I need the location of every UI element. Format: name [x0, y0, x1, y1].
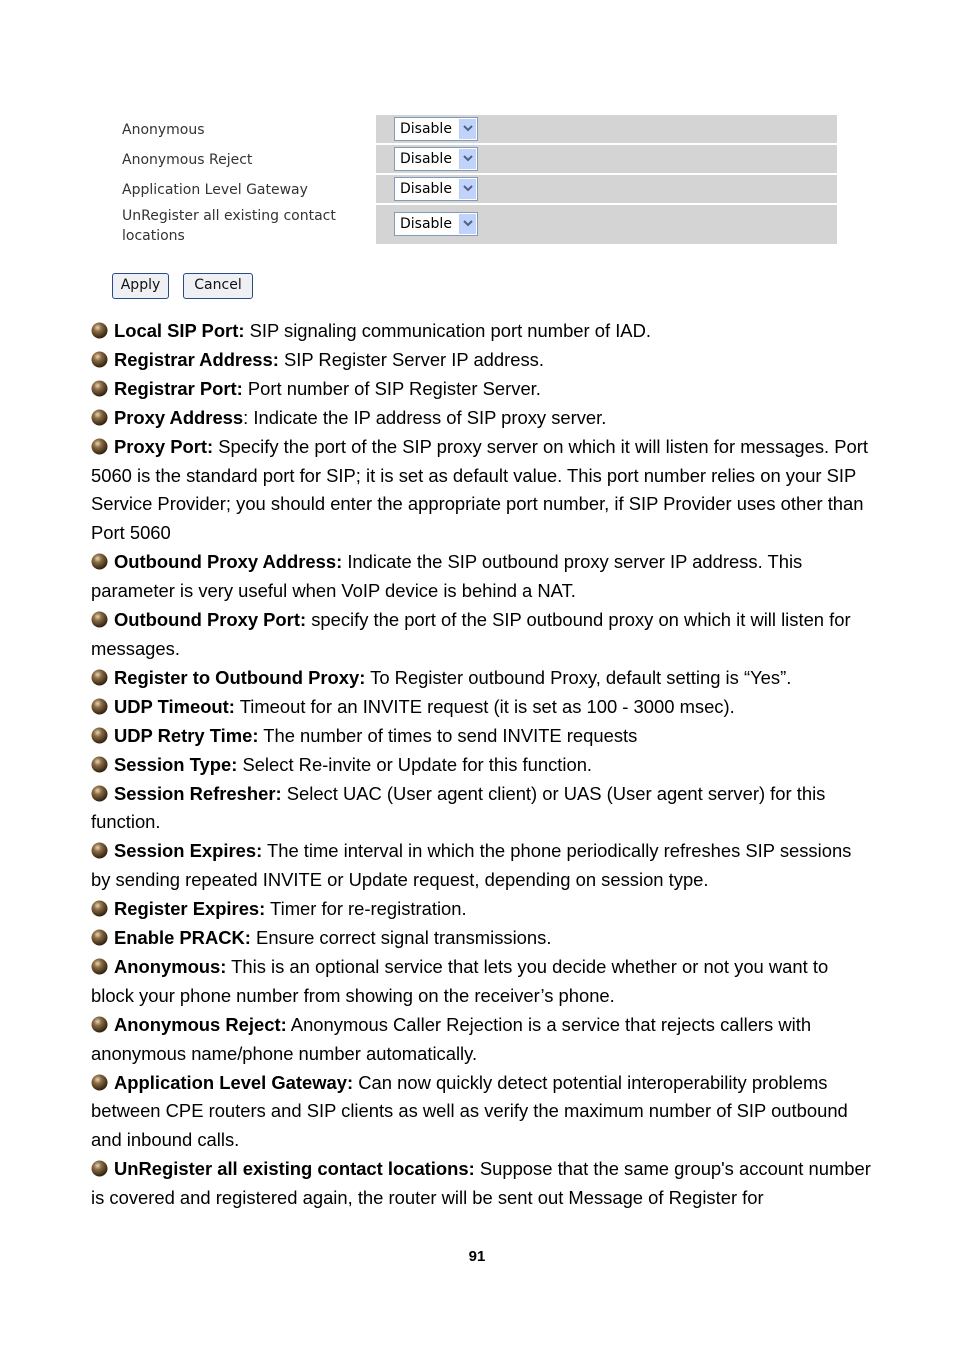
unregister-select-value: Disable — [400, 216, 452, 232]
bullet-ball-icon — [91, 1160, 108, 1177]
list-item: Outbound Proxy Port: specify the port of the SIP outbound proxy on which it will listen for messages. — [91, 609, 851, 659]
list-item: Register Expires: Timer for re-registration. — [91, 895, 871, 924]
list-item: Application Level Gateway: Can now quickly detect potential interoperability problems between CPE routers and SIP clients as well as verify the maximum number of SIP outbound and inbound calls. — [91, 1071, 848, 1151]
alg-select-value: Disable — [400, 181, 452, 197]
list-item: Proxy Port: Specify the port of the SIP proxy server on which it will listen for messages. Port 5060 is the standard port for SIP; it is set as default value. This port number relies on your SIP Service Provider; you should enter the appropriate port number, if SIP Provider uses other than Port 5060 — [91, 435, 868, 544]
anonymous-reject-select[interactable] — [394, 147, 478, 171]
bullet-ball-icon — [91, 553, 108, 570]
list-item: Anonymous Reject: Anonymous Caller Rejection is a service that rejects callers with anonymous name/phone number automatically. — [91, 1013, 812, 1064]
list-item: Proxy Address: Indicate the IP address of SIP proxy server. — [91, 404, 871, 433]
bullet-ball-icon — [91, 1016, 108, 1033]
unregister-cell — [376, 205, 837, 244]
anonymous-reject-select-value: Disable — [400, 151, 452, 167]
bullet-ball-icon — [91, 438, 108, 455]
bullet-ball-icon — [91, 756, 108, 773]
list-item: Session Refresher: Select UAC (User agent client) or UAS (User agent server) for this function. — [91, 782, 826, 833]
alg-select[interactable] — [394, 177, 478, 201]
bullet-ball-icon — [91, 380, 108, 397]
list-item: Register to Outbound Proxy: To Register outbound Proxy, default setting is “Yes”. — [91, 664, 871, 693]
chevron-down-icon[interactable] — [459, 119, 476, 139]
anonymous-select-value: Disable — [400, 121, 452, 137]
bullet-ball-icon — [91, 409, 108, 426]
list-item: UDP Retry Time: The number of times to send INVITE requests — [91, 722, 871, 751]
anonymous-row — [100, 114, 858, 144]
alg-cell — [376, 175, 837, 203]
descriptions — [91, 317, 871, 1213]
unregister-label-line1: UnRegister all existing contact — [122, 208, 336, 224]
bullet-ball-icon — [91, 1074, 108, 1091]
bullet-ball-icon — [91, 929, 108, 946]
anonymous-label: Anonymous — [122, 122, 205, 138]
list-item: Registrar Address: SIP Register Server IP address. — [91, 346, 871, 375]
list-item: Registrar Port: Port number of SIP Register Server. — [91, 375, 871, 404]
unregister-row — [100, 204, 858, 246]
cancel-button[interactable]: Cancel — [183, 273, 253, 299]
bullet-ball-icon — [91, 698, 108, 715]
bullet-ball-icon — [91, 322, 108, 339]
settings-panel — [100, 114, 858, 320]
list-item: Session Type: Select Re-invite or Update for this function. — [91, 751, 871, 780]
list-item: Outbound Proxy Address: Indicate the SIP outbound proxy server IP address. This parameter is very useful when VoIP device is behind a NAT. — [91, 551, 803, 602]
chevron-down-icon[interactable] — [459, 214, 476, 234]
list-item: Anonymous: This is an optional service that lets you decide whether or not you want to block your phone number from showing on the receiver’s phone. — [91, 955, 829, 1006]
list-item: Session Expires: The time interval in which the phone periodically refreshes SIP sessions by sending repeated INVITE or Update request, depending on session type. — [91, 840, 852, 891]
chevron-down-icon[interactable] — [459, 179, 476, 199]
anonymous-reject-cell — [376, 145, 837, 173]
bullet-ball-icon — [91, 669, 108, 686]
bullet-ball-icon — [91, 785, 108, 802]
unregister-select[interactable] — [394, 212, 478, 236]
chevron-down-icon[interactable] — [459, 149, 476, 169]
unregister-label-line2: locations — [122, 228, 185, 244]
anonymous-cell — [376, 115, 837, 143]
anonymous-reject-row — [100, 144, 858, 174]
list-item: UnRegister all existing contact locations: Suppose that the same group's account number is covered and registered again, the router will be sent out Message of Register for — [91, 1158, 871, 1209]
page-number: 91 — [468, 1248, 486, 1265]
bullet-ball-icon — [91, 958, 108, 975]
list-item: Local SIP Port: SIP signaling communication port number of IAD. — [91, 317, 871, 346]
anonymous-reject-label: Anonymous Reject — [122, 152, 253, 168]
list-item: Enable PRACK: Ensure correct signal transmissions. — [91, 924, 871, 953]
bullet-ball-icon — [91, 900, 108, 917]
alg-row — [100, 174, 858, 204]
list-item: UDP Timeout: Timeout for an INVITE request (it is set as 100 - 3000 msec). — [91, 693, 871, 722]
bullet-ball-icon — [91, 611, 108, 628]
bullet-ball-icon — [91, 842, 108, 859]
bullet-ball-icon — [91, 727, 108, 744]
bullet-ball-icon — [91, 351, 108, 368]
alg-label: Application Level Gateway — [122, 182, 308, 198]
apply-button[interactable]: Apply — [112, 273, 169, 299]
unregister-label — [122, 206, 336, 246]
anonymous-select[interactable] — [394, 117, 478, 141]
